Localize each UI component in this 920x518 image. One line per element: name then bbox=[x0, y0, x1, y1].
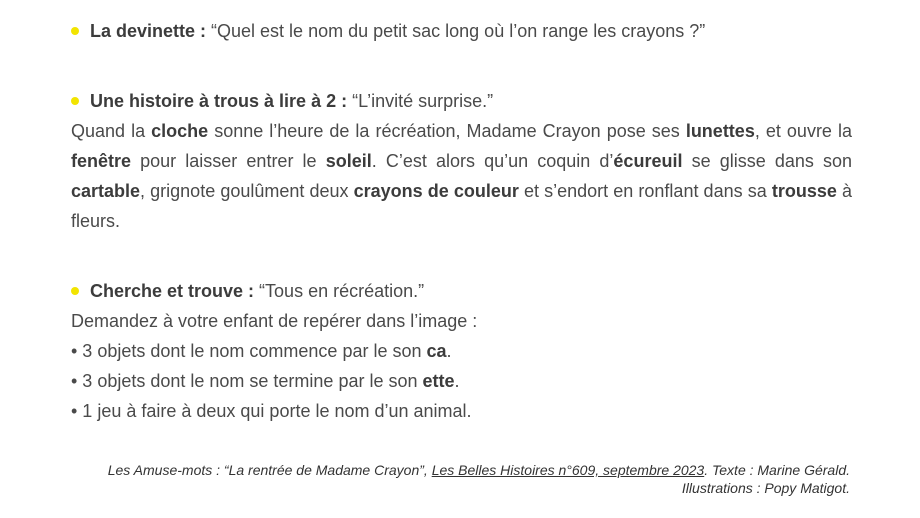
story-text: , grignote goulûment deux bbox=[140, 181, 354, 201]
story-heading-line bbox=[71, 86, 852, 116]
story-heading: Une histoire à trous à lire à 2 : bbox=[90, 91, 348, 111]
list-item-end: . bbox=[454, 371, 460, 391]
list-item-text: • 1 jeu à faire à deux qui porte le nom d’un animal. bbox=[71, 401, 472, 421]
list-item bbox=[71, 336, 852, 366]
search-title: “Tous en récréation.” bbox=[254, 281, 425, 301]
story-keyword: cartable bbox=[71, 181, 141, 201]
story-section bbox=[71, 86, 852, 236]
list-item bbox=[71, 396, 852, 426]
story-title: “L’invité surprise.” bbox=[347, 91, 494, 111]
list-item bbox=[71, 366, 852, 396]
credits bbox=[90, 461, 850, 497]
story-text: Quand la bbox=[71, 121, 152, 141]
story-text: pour laisser entrer le bbox=[131, 151, 326, 171]
credits-suffix: . Texte : Marine Gérald. Illustrations : Popy Matigot. bbox=[681, 462, 850, 496]
search-heading: Cherche et trouve : bbox=[90, 281, 255, 301]
story-keyword: écureuil bbox=[613, 151, 683, 171]
bullet-dot-icon bbox=[71, 287, 79, 295]
story-text: . C’est alors qu’un coquin d’ bbox=[371, 151, 614, 171]
bullet-dot-icon bbox=[71, 27, 79, 35]
riddle-heading: La devinette : bbox=[90, 21, 207, 41]
list-item-text: • 3 objets dont le nom commence par le son bbox=[71, 341, 427, 361]
story-text: , et ouvre la bbox=[754, 121, 852, 141]
search-list bbox=[71, 336, 852, 426]
riddle-text: “Quel est le nom du petit sac long où l’on range les crayons ?” bbox=[206, 21, 706, 41]
list-item-keyword: ette bbox=[422, 371, 455, 391]
story-text: sonne l’heure de la récréation, Madame Crayon pose ses bbox=[208, 121, 686, 141]
list-item-end: . bbox=[446, 341, 452, 361]
credits-prefix: Les Amuse-mots : “La rentrée de Madame Crayon”, bbox=[107, 462, 432, 478]
bullet-dot-icon bbox=[71, 97, 79, 105]
riddle-section bbox=[71, 16, 852, 46]
list-item-keyword: ca bbox=[426, 341, 447, 361]
search-section bbox=[71, 276, 852, 426]
story-keyword: soleil bbox=[325, 151, 372, 171]
story-text: se glisse dans son bbox=[682, 151, 853, 171]
story-paragraph bbox=[71, 116, 852, 236]
story-text: et s’endort en ronflant dans sa bbox=[518, 181, 772, 201]
search-heading-line bbox=[71, 276, 852, 306]
riddle-line bbox=[71, 16, 852, 46]
story-keyword: fenêtre bbox=[71, 151, 132, 171]
story-text: à fleurs. bbox=[71, 181, 852, 231]
magazine-link[interactable]: Les Belles Histoires n°609, septembre 2023 bbox=[431, 462, 705, 478]
story-keyword: trousse bbox=[771, 181, 837, 201]
story-keyword: cloche bbox=[151, 121, 209, 141]
search-intro: Demandez à votre enfant de repérer dans l’image : bbox=[71, 311, 478, 331]
story-keyword: lunettes bbox=[685, 121, 755, 141]
list-item-text: • 3 objets dont le nom se termine par le son bbox=[71, 371, 423, 391]
story-keyword: crayons de couleur bbox=[353, 181, 519, 201]
